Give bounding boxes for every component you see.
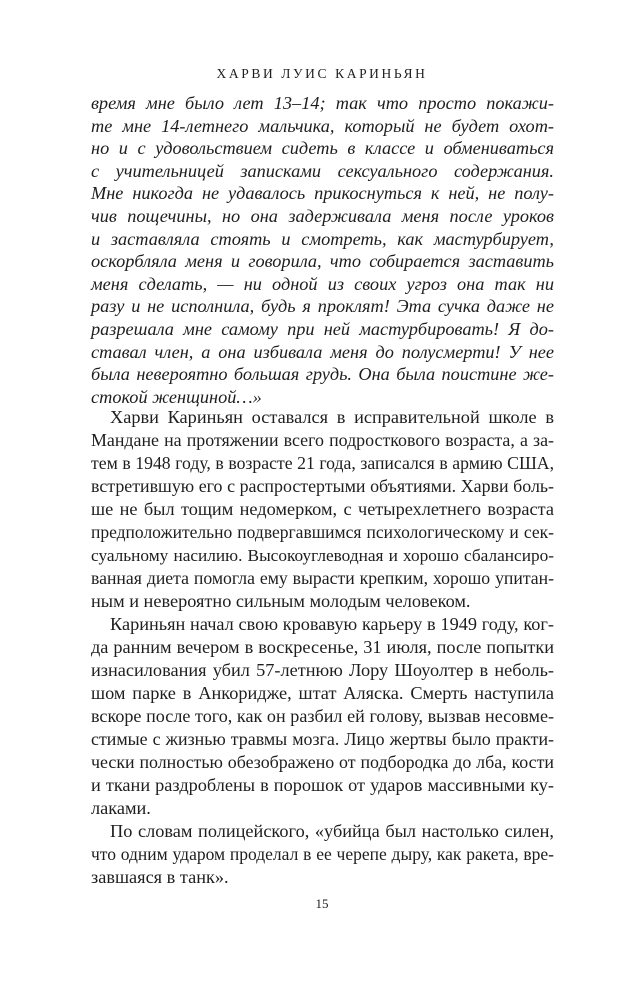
paragraph (91, 820, 554, 889)
text-line: что одним ударом проделал в ее черепе дыру, как ракета, вре- (91, 844, 554, 864)
quote-line: и заставляла стоять и смотреть, как мастурбирует, (91, 228, 554, 249)
quote-line: была невероятно большая грудь. Она была поистине же- (91, 364, 554, 385)
quote-line: оскорбляла меня и говорила, что собирается заставить (91, 251, 554, 272)
quote-line: ставал член, а она избивала меня до полусмерти! У нее (91, 341, 554, 362)
text-line: суальному насилию. Высокоуглеводная и хорошо сбалансиро- (91, 546, 554, 565)
text-line: да ранним вечером в воскресенье, 31 июля, после попытки (91, 637, 554, 657)
text-line: лаками. (91, 798, 151, 818)
quote-line: меня сделать, — ни одной из своих угроз она так ни (91, 273, 554, 294)
paragraph (91, 613, 554, 820)
text-line: Кариньян начал свою кровавую карьеру в 1949 году, ког- (110, 614, 554, 634)
page-number: 15 (315, 896, 329, 911)
quote-line: разу и не исполнила, будь я проклят! Эта сучка даже не (91, 296, 554, 317)
quoted-passage (91, 92, 554, 408)
text-line: ше не был тощим недомерком, с четырехлетнего возраста (91, 499, 554, 519)
text-line: По словам полицейского, «убийца был настолько силен, (110, 821, 554, 841)
text-line: Харви Кариньян оставался в исправительной школе в (110, 407, 554, 427)
text-line: завшаяся в танк». (91, 867, 229, 887)
text-line: чески полностью обезображено от подбородка до лба, кости (91, 752, 554, 772)
paragraph (91, 406, 554, 613)
quote-line: стокой женщиной…» (91, 386, 262, 407)
text-line: тем в 1948 году, в возрасте 21 года, записался в армию США, (91, 453, 554, 473)
quote-line: те мне 14-летнего мальчика, который не будет охот- (91, 115, 554, 136)
text-line: изнасилования убил 57-летнюю Лору Шоуолтер в неболь- (91, 660, 554, 680)
quote-line: Мне никогда не удавалось прикоснуться к ней, не полу- (91, 183, 554, 204)
text-line: предположительно подвергавшимся психологическому и сек- (91, 522, 554, 542)
text-line: ным и невероятно сильным молодым человеком. (91, 591, 471, 611)
quote-line: но и с удовольствием сидеть в классе и обмениваться (91, 138, 554, 159)
quote-line: с учительницей записками сексуального содержания. (91, 160, 554, 181)
quote-line: разрешала мне самому при ней мастурбировать! Я до- (91, 318, 554, 339)
text-line: ванная диета помогла ему вырасти крепким, хорошо упитан- (91, 568, 554, 588)
body-text (91, 406, 554, 889)
text-line: Мандане на протяжении всего подросткового возраста, а за- (91, 430, 554, 450)
quote-line: чив пощечины, но она задерживала меня после уроков (91, 205, 554, 226)
text-line: вскоре после того, как он разбил ей голову, вызвав несовме- (91, 706, 554, 726)
running-head: ХАРВИ ЛУИС КАРИНЬЯН (216, 66, 428, 81)
text-line: и ткани раздроблены в порошок от ударов массивными ку- (91, 775, 554, 795)
quote-line: время мне было лет 13–14; так что просто покажи- (91, 93, 554, 113)
text-line: шом парке в Анкоридже, штат Аляска. Смерть наступила (91, 683, 554, 703)
text-line: встретившую его с распростертыми объятиями. Харви боль- (91, 476, 554, 496)
text-line: стимые с жизнью травмы мозга. Лицо жертвы было практи- (91, 729, 554, 749)
